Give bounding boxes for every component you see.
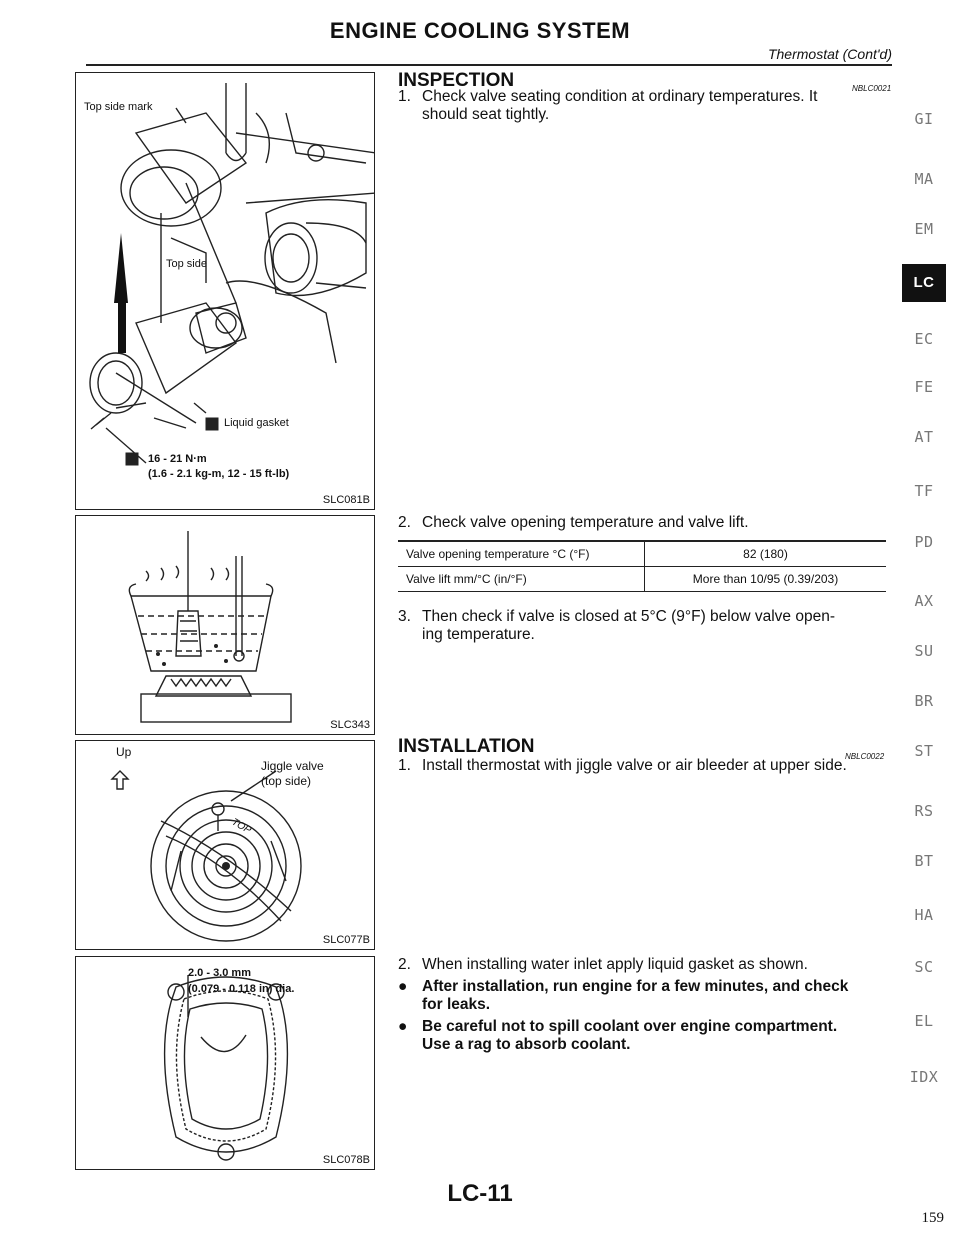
label-top-marking: TOP: [229, 816, 253, 837]
side-tab-at[interactable]: AT: [914, 428, 934, 446]
side-tab-gi[interactable]: GI: [914, 110, 934, 128]
side-tab-ax[interactable]: AX: [914, 592, 934, 610]
label-top-side: Top side: [166, 258, 207, 270]
label-top-side-mark: Top side mark: [84, 101, 153, 113]
side-tab-br[interactable]: BR: [914, 692, 934, 710]
section-subtitle: Thermostat (Cont'd): [767, 46, 892, 62]
side-tab-em[interactable]: EM: [914, 220, 934, 238]
inspection-code: NBLC0021: [852, 84, 892, 93]
label-top-side-note: (top side): [261, 774, 312, 788]
side-tab-tf[interactable]: TF: [914, 482, 934, 500]
side-tab-ha[interactable]: HA: [914, 906, 934, 924]
side-tab-ec[interactable]: EC: [914, 330, 934, 348]
page-title: ENGINE COOLING SYSTEM: [329, 18, 631, 43]
figure-liquid-gasket-bead: [75, 956, 375, 1170]
side-tab-rs[interactable]: RS: [914, 802, 934, 820]
label-jiggle-valve: Jiggle valve: [261, 759, 324, 773]
figure-code: SLC081B: [322, 494, 370, 506]
table-row: [398, 541, 886, 567]
installation-bullet-2: ● Be careful not to spill coolant over engine compartment. Use a rag to absorb coolant.: [398, 1018, 838, 1053]
side-tab-su[interactable]: SU: [914, 642, 934, 660]
side-tab-fe[interactable]: FE: [914, 378, 934, 396]
folio-number: 159: [921, 1210, 944, 1226]
side-tab-ma[interactable]: MA: [914, 170, 934, 188]
installation-heading: INSTALLATION: [398, 736, 535, 757]
inspection-step-3: 3. Then check if valve is closed at 5°C (9°F) below valve open- ing temperature.: [398, 608, 835, 643]
figure-thermostat-housing: [75, 72, 375, 510]
side-tab-idx[interactable]: IDX: [909, 1068, 939, 1086]
table-cell: 82 (180): [645, 541, 887, 567]
inspection-step-2: 2. Check valve opening temperature and valve lift.: [398, 514, 749, 531]
thermostat-heating-test-illustration: [76, 516, 374, 734]
figure-code: SLC077B: [322, 934, 370, 946]
jiggle-valve-illustration: [76, 741, 374, 949]
side-tab-sc[interactable]: SC: [914, 958, 934, 976]
page-number: LC-11: [447, 1180, 513, 1207]
side-tab-st[interactable]: ST: [914, 742, 934, 760]
table-row: [398, 567, 886, 592]
installation-code: NBLC0022: [845, 752, 885, 761]
thermostat-housing-illustration: [76, 73, 374, 509]
side-tab-lc[interactable]: LC: [902, 264, 946, 302]
inspection-heading: INSPECTION: [398, 70, 515, 91]
side-tab-pd[interactable]: PD: [914, 533, 934, 551]
label-bead-size-mm: 2.0 - 3.0 mm: [188, 967, 251, 979]
label-liquid-gasket: Liquid gasket: [224, 417, 289, 429]
figure-code: SLC078B: [322, 1154, 370, 1166]
table-cell: Valve lift mm/°C (in/°F): [398, 567, 645, 592]
label-torque-imperial: (1.6 - 2.1 kg-m, 12 - 15 ft-lb): [148, 468, 290, 480]
installation-step-1: 1. Install thermostat with jiggle valve or air bleeder at upper side.: [398, 757, 847, 774]
valve-spec-table: [398, 540, 886, 592]
side-tab-el[interactable]: EL: [914, 1012, 934, 1030]
table-cell: More than 10/95 (0.39/203): [645, 567, 887, 592]
header-rule: [86, 64, 892, 66]
figure-jiggle-valve: [75, 740, 375, 950]
inspection-step-1: 1. Check valve seating condition at ordinary temperatures. It should seat tightly.: [398, 88, 818, 123]
figure-code: SLC343: [330, 719, 370, 731]
installation-bullet-1: ● After installation, run engine for a few minutes, and check for leaks.: [398, 978, 849, 1013]
label-torque-nm: 16 - 21 N·m: [148, 453, 207, 465]
label-bead-size-in: (0.079 - 0.118 in) dia.: [188, 983, 295, 995]
installation-step-2: 2. When installing water inlet apply liquid gasket as shown.: [398, 956, 808, 973]
table-cell: Valve opening temperature °C (°F): [398, 541, 645, 567]
side-tab-bt[interactable]: BT: [914, 852, 934, 870]
figure-thermostat-test: [75, 515, 375, 735]
label-up: Up: [116, 745, 132, 759]
